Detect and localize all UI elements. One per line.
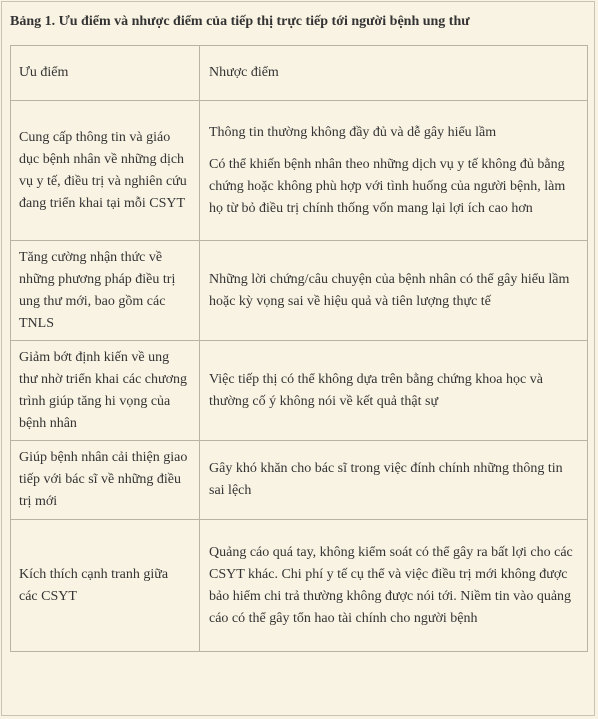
pros-cons-table bbox=[10, 45, 588, 652]
advantage-cell: Cung cấp thông tin và giáo dục bệnh nhân về những dịch vụ y tế, điều trị và nghiên cứu đang triển khai tại mỗi CSYT bbox=[11, 101, 200, 241]
disadvantage-cell bbox=[200, 520, 588, 652]
disadvantage-cell bbox=[200, 441, 588, 520]
advantage-cell: Giúp bệnh nhân cải thiện giao tiếp với bác sĩ về những điều trị mới bbox=[11, 441, 200, 520]
disadvantage-text: Những lời chứng/câu chuyện của bệnh nhân có thể gây hiểu lầm hoặc kỳ vọng sai về hiệu quả và tiên lượng thực tế bbox=[209, 271, 570, 309]
advantage-cell: Kích thích cạnh tranh giữa các CSYT bbox=[11, 520, 200, 652]
disadvantage-text: Gây khó khăn cho bác sĩ trong việc đính chính những thông tin sai lệch bbox=[209, 461, 563, 498]
header-disadvantages: Nhược điểm bbox=[200, 46, 588, 101]
header-advantages: Ưu điểm bbox=[11, 46, 200, 101]
disadvantage-text: Quảng cáo quá tay, không kiểm soát có thể gây ra bất lợi cho các CSYT khác. Chi phí y tế cụ thể và việc điều trị mới không được bảo hiểm chi trả thường không được nói tới. Niềm tin vào quảng cáo có thể gây tổn hao tài chính cho người bệnh bbox=[209, 544, 573, 626]
table-header-row bbox=[11, 46, 588, 101]
disadvantage-text: Có thể khiến bệnh nhân theo những dịch vụ y tế không đủ bằng chứng hoặc không phù hợp với tình huống của người bệnh, làm họ từ bỏ điều trị chính thống vốn mang lại lợi ích cao hơn bbox=[209, 156, 566, 216]
disadvantage-cell bbox=[200, 241, 588, 341]
disadvantage-cell bbox=[200, 341, 588, 441]
table-row bbox=[11, 241, 588, 341]
disadvantage-cell bbox=[200, 101, 588, 241]
table-row bbox=[11, 441, 588, 520]
table-row bbox=[11, 520, 588, 652]
table-row bbox=[11, 341, 588, 441]
advantage-cell: Giảm bớt định kiến về ung thư nhờ triển khai các chương trình giúp tăng hi vọng của bệnh nhân bbox=[11, 341, 200, 441]
table-caption: Bảng 1. Ưu điểm và nhược điểm của tiếp thị trực tiếp tới người bệnh ung thư bbox=[10, 14, 470, 29]
table-row bbox=[11, 101, 588, 241]
disadvantage-text: Thông tin thường không đầy đủ và dễ gây hiểu lầm bbox=[209, 124, 497, 140]
advantage-cell: Tăng cường nhận thức về những phương pháp điều trị ung thư mới, bao gồm các TNLS bbox=[11, 241, 200, 341]
disadvantage-text: Việc tiếp thị có thể không dựa trên bằng chứng khoa học và thường cố ý không nói về kết quả thật sự bbox=[209, 371, 543, 409]
